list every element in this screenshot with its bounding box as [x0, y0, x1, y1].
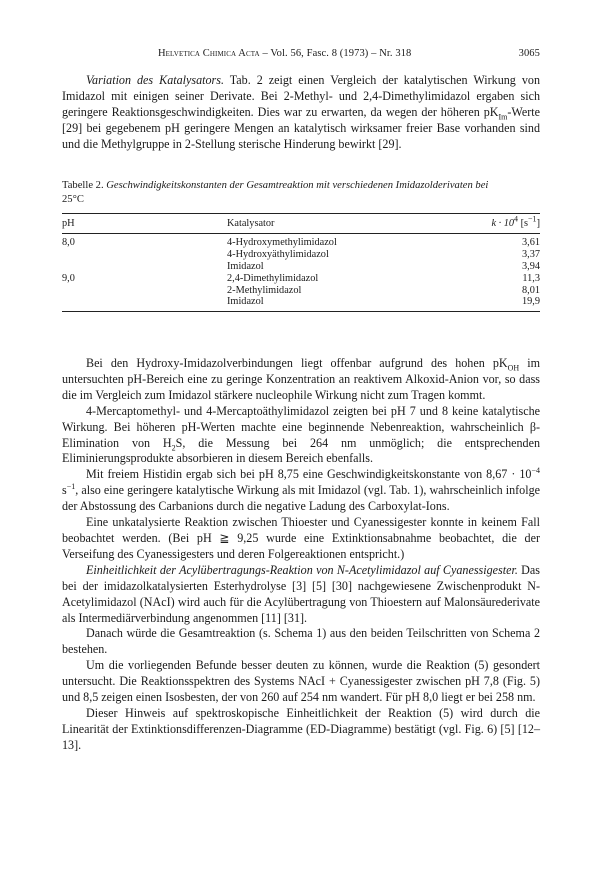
para-text: Tab. 2 zeigt einen Vergleich der katalytischen Wirkung von Imidazol mit einigen seiner Derivate. Bei 2-Methyl- und 2,4-Dimethylimidazol ergaben sich geringere Reaktionsgeschwindigkeiten. Dies war zu erwarten, da wegen der höheren pK [62, 73, 540, 119]
journal-issue: – Vol. 56, Fasc. 8 (1973) – [259, 48, 380, 59]
paragraph-variation [62, 73, 540, 153]
cell-k: 19,9 [427, 296, 540, 311]
cell-k: 3,94 [521, 260, 540, 272]
subscript: 2 [171, 442, 176, 452]
table-caption-text: Geschwindigkeitskonstanten der Gesamtreaktion mit verschiedenen Imidazolderivaten bei [106, 180, 489, 191]
table-row [62, 273, 540, 285]
superscript: −1 [66, 482, 76, 492]
paragraph-histidin [62, 467, 540, 515]
cell-ph: 9,0 [62, 272, 75, 284]
superscript: −4 [531, 466, 540, 476]
paragraph-unkatalysiert: Eine unkatalysierte Reaktion zwischen Thioester und Cyanessigester konnte in keinem Fall beobachtet werden. (Bei pH ≧ 9,25 wurde eine Extinktionsabnahme beobachtet, die der Verseifung des Cyanessigesters und deren Folgereaktionen entspricht.) [62, 515, 540, 561]
cell-catalyst: Imidazol [227, 296, 427, 311]
cell-ph: 8,0 [62, 236, 75, 248]
paragraph-mercapto [62, 404, 540, 468]
cell-ph [62, 249, 227, 261]
table-row [62, 261, 540, 273]
rate-constant-table [62, 213, 540, 312]
header-k [427, 214, 540, 234]
subscript: OH [507, 363, 520, 373]
para-text: S, die Messung bei 264 nm unmöglich; die entsprechenden Eliminierungsprodukte absorbieren in diesem Bereich ebenfalls. [62, 435, 540, 466]
cell-k: 8,01 [521, 284, 540, 296]
header-k-unit: [s [518, 218, 529, 229]
table-2 [62, 213, 540, 312]
table-row [62, 249, 540, 261]
para-text: Das bei der imidazolkatalysierten Esterhydrolyse [3] [5] [30] nachgewiesene Zwischenprodukt N-Acetylimidazol (NAcI) wird auch für die Acylübertragung von Thioestern auf Malonsäurederivate als Intermediärverbindung angenommen [11] [31]. [62, 562, 540, 625]
table-row [62, 296, 540, 311]
cell-k: 3,37 [521, 248, 540, 260]
para-text: im untersuchten pH-Bereich eine zu geringe Konzentration an reaktivem Alkoxid-Anion vor, so dass die im Vergleich zum Imidazol stärkere nucleophile Wirkung nicht zum Tragen kommt. [62, 356, 541, 402]
header-k-unit-sup: −1 [528, 214, 537, 224]
page-number: 3065 [518, 48, 540, 59]
paragraph-hydroxy [62, 356, 540, 404]
header-k-sup: 4 [514, 214, 519, 224]
header-ph: pH [62, 214, 227, 234]
header-k-symbol: k · 10 [491, 218, 515, 229]
para-text: s [62, 483, 67, 498]
table-row [62, 233, 540, 248]
paragraph-hinweis: Dieser Hinweis auf spektroskopische Einheitlichkeit der Reaktion (5) wird durch die Linearität der Extinktionsdifferenzen-Diagramme (ED-Diagramme) bestätigt (vgl. Fig. 6) [5] [12–13]. [62, 705, 540, 752]
paragraph-befunde: Um die vorliegenden Befunde besser deuten zu können, wurde die Reaktion (5) gesondert untersucht. Die Reaktionsspektren des Systems NAcI + Cyanessigester zwischen pH 7,8 (Fig. 5) und 8,5 zeigen einen Isosbesten, der von 260 auf 254 nm wandert. Für pH 8,0 liegt er bei 258 nm. [62, 658, 540, 705]
paragraph-gesamtreaktion: Danach würde die Gesamtreaktion (s. Schema 1) aus den beiden Teilschritten von Schema 2 bestehen. [62, 626, 540, 657]
table-label: Tabelle 2. [62, 180, 104, 191]
article-number: Nr. 318 [379, 48, 412, 59]
cell-catalyst: Imidazol [227, 260, 264, 272]
header-catalyst: Katalysator [227, 214, 427, 234]
para-text: Bei den Hydroxy-Imidazolverbindungen liegt offenbar aufgrund des hohen pK [86, 356, 508, 370]
cell-ph [62, 296, 227, 311]
cell-catalyst: 4-Hydroxymethylimidazol [227, 236, 337, 248]
header-k-close: ] [536, 218, 540, 229]
cell-k: 11,3 [522, 272, 540, 284]
para-text: -Werte [29] bei gegebenem pH geringere Mengen an katalytisch wirksamer freier Base vorhanden sind und die Methylgruppe in 2-Stellung sterische Hinderung bewirkt [29]. [62, 104, 540, 151]
para-text: Mit freiem Histidin ergab sich bei pH 8,75 eine Geschwindigkeitskonstante von 8,67 · 10 [86, 467, 532, 482]
paragraph-einheitlichkeit [62, 563, 540, 627]
table-header-row [62, 214, 540, 234]
table-caption [62, 179, 540, 207]
cell-catalyst: 4-Hydroxyäthylimidazol [227, 248, 329, 260]
cell-catalyst: 2-Methylimidazol [227, 284, 302, 296]
cell-ph [62, 261, 227, 273]
para-text: , also eine geringere katalytische Wirkung als mit Imidazol (vgl. Tab. 1), wahrscheinlich infolge der Abstossung des Carbanions durch die negative Ladung des Carboxylat-Ions. [62, 483, 540, 514]
subscript: Im [498, 112, 508, 122]
cell-catalyst: 2,4-Dimethylimidazol [227, 272, 319, 284]
cell-ph [62, 285, 227, 297]
journal-name: Helvetica Chimica Acta [158, 48, 260, 59]
table-caption-cont: 25°C [62, 194, 84, 205]
section-heading-einheitlichkeit: Einheitlichkeit der Acylübertragungs-Reaktion von N-Acetylimidazol auf Cyanessigester. [86, 562, 518, 577]
cell-k: 3,61 [521, 236, 540, 248]
para-text: 4-Mercaptomethyl- und 4-Mercaptoäthylimidazol zeigten bei pH 7 und 8 keine katalytische Wirkung. Bei höheren pH-Werten machte eine beginnende Nebenreaktion, wahrscheinlich β-Elimination von H [62, 403, 540, 450]
running-head-title [158, 48, 411, 59]
body-text [62, 356, 540, 754]
section-heading-variation: Variation des Katalysators. [86, 73, 224, 87]
table-row [62, 285, 540, 297]
